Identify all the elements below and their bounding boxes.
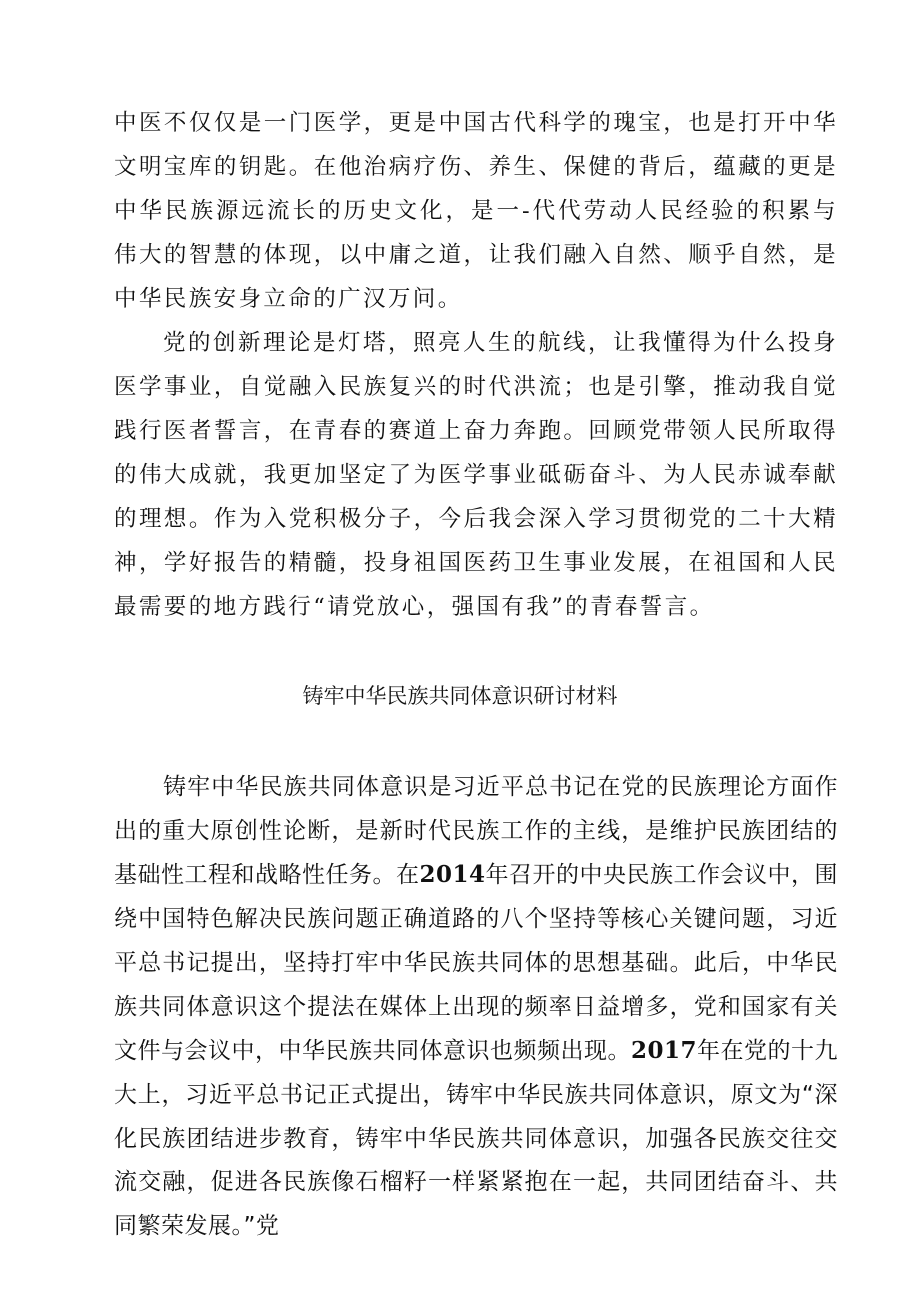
section-title: 铸牢中华民族共同体意识研讨材料 [302, 684, 618, 708]
paragraph-tcm: 中医不仅仅是一门医学，更是中国古代科学的瑰宝，也是打开中华文明宝库的钥匙。在他治病疗伤、养生、保健的背后，蕴藏的更是中华民族源远流长的历史文化，是一-代代劳动人民经验的积累与伟大的智慧的体现，以中庸之道，让我们融入自然、顺乎自然，是中华民族安身立命的广汉万问。 [114, 110, 838, 312]
year-2014: 2014 [419, 861, 486, 889]
paragraph-text-segment: 年在党的十九大上，习近平总书记正式提出，铸牢中华民族共同体意识，原文为“深化民族团结进步教育，铸牢中华民族共同体意识，加强各民族交往交流交融，促进各民族像石榴籽一样紧紧抱在一起，共同团结奋斗、共同繁荣发展。”党 [114, 1038, 839, 1240]
year-2017: 2017 [631, 1037, 698, 1065]
paragraph-national-community [114, 766, 838, 1249]
paragraph-text-segment: 铸牢中华民族共同体意识是习近平总书记在党的民族理论方面作出的重大原创性论断，是新时代民族工作的主线，是维护民族团结的基础性工程和战略性任务。在 [114, 774, 838, 889]
paragraph-party-theory: 党的创新理论是灯塔，照亮人生的航线，让我懂得为什么投身医学事业，自觉融入民族复兴的时代洪流；也是引擎，推动我自觉践行医者誓言，在青春的赛道上奋力奔跑。回顾党带领人民所取得的伟大成就，我更加坚定了为医学事业砥砺奋斗、为人民赤诚奉献的理想。作为入党积极分子，今后我会深入学习贯彻党的二十大精神，学好报告的精髓，投身祖国医药卫生事业发展，在祖国和人民最需要的地方践行“请党放心，强国有我”的青春誓言。 [114, 330, 838, 620]
paragraph-text-segment: 年召开的中央民族工作会议中，围绕中国特色解决民族问题正确道路的八个坚持等核心关键问题，习近平总书记提出，坚持打牢中华民族共同体的思想基础。此后，中华民族共同体意识这个提法在媒体上出现的频率日益增多，党和国家有关文件与会议中，中华民族共同体意识也频频出现。 [114, 862, 839, 1065]
